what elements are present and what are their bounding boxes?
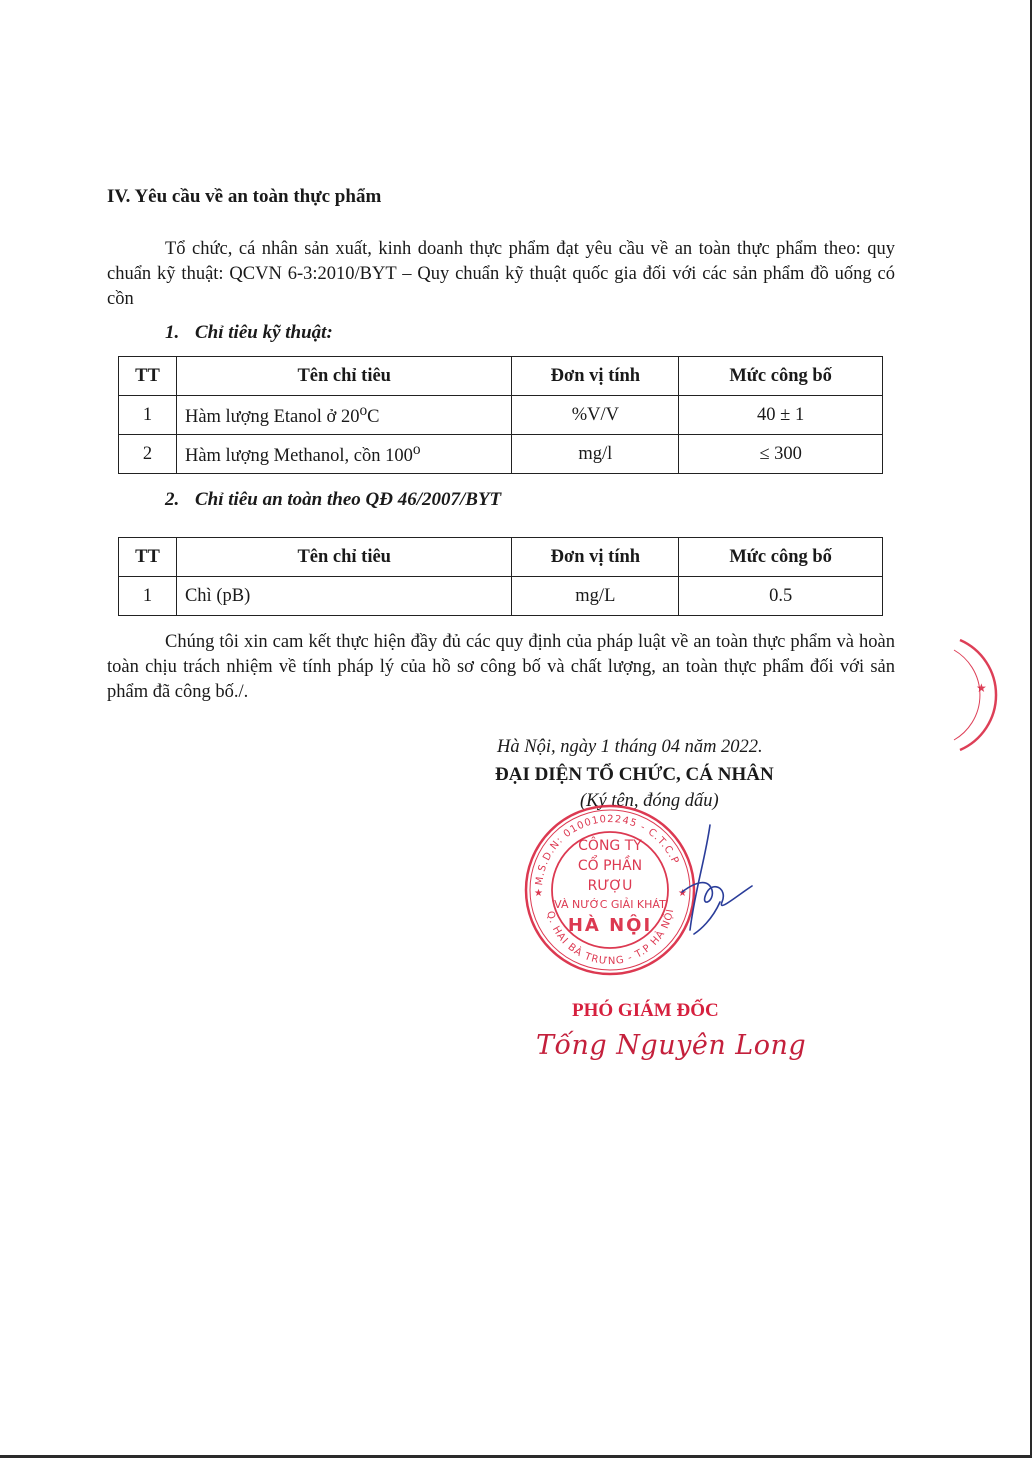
table-row bbox=[119, 577, 883, 616]
signer-role: PHÓ GIÁM ĐỐC bbox=[572, 1000, 719, 1021]
table1-title-text: Chỉ tiêu kỹ thuật: bbox=[195, 322, 333, 343]
table2-number: 2. bbox=[165, 489, 180, 510]
header-criteria-name: Tên chỉ tiêu bbox=[176, 357, 512, 396]
safety-criteria-table bbox=[118, 537, 883, 616]
cell-unit: %V/V bbox=[512, 396, 679, 435]
cell-value: 0.5 bbox=[679, 577, 883, 616]
sign-note: (Ký tên, đóng dấu) bbox=[580, 791, 719, 811]
cell-tt: 2 bbox=[119, 435, 177, 474]
table-header-row bbox=[119, 357, 883, 396]
place-date: Hà Nội, ngày 1 tháng 04 năm 2022. bbox=[497, 737, 763, 757]
svg-text:★: ★ bbox=[976, 681, 987, 695]
cell-tt: 1 bbox=[119, 577, 177, 616]
header-tt: TT bbox=[119, 357, 177, 396]
table1-title bbox=[165, 322, 333, 344]
cell-value: ≤ 300 bbox=[679, 435, 883, 474]
header-declared-level: Mức công bố bbox=[679, 357, 883, 396]
representative-title: ĐẠI DIỆN TỔ CHỨC, CÁ NHÂN bbox=[495, 764, 774, 785]
header-declared-level: Mức công bố bbox=[679, 538, 883, 577]
cell-criteria-name: Hàm lượng Methanol, cồn 100$^o$ bbox=[176, 435, 512, 474]
intro-paragraph: Tổ chức, cá nhân sản xuất, kinh doanh thực phẩm đạt yêu cầu về an toàn thực phẩm theo: quy chuẩn kỹ thuật: QCVN 6-3:2010/BYT – Quy chuẩn kỹ thuật quốc gia đối với các sản phẩm đồ uống có cồn bbox=[107, 239, 895, 309]
page-seal-stamp-edge bbox=[950, 630, 1032, 760]
table-header-row bbox=[119, 538, 883, 577]
svg-text:VÀ NƯỚC GIẢI KHÁT: VÀ NƯỚC GIẢI KHÁT bbox=[554, 898, 666, 911]
table-row bbox=[119, 396, 883, 435]
svg-text:CỔ PHẦN: CỔ PHẦN bbox=[577, 858, 643, 874]
cell-tt: 1 bbox=[119, 396, 177, 435]
header-criteria-name: Tên chỉ tiêu bbox=[176, 538, 511, 577]
header-unit: Đơn vị tính bbox=[512, 357, 679, 396]
technical-criteria-table bbox=[118, 356, 883, 474]
svg-text:RƯỢU: RƯỢU bbox=[587, 878, 633, 894]
cell-value: 40 ± 1 bbox=[679, 396, 883, 435]
header-unit: Đơn vị tính bbox=[512, 538, 679, 577]
handwritten-signature bbox=[660, 820, 770, 940]
svg-text:★: ★ bbox=[534, 888, 543, 899]
table-row bbox=[119, 435, 883, 474]
table2-title bbox=[165, 489, 501, 511]
signer-name: Tống Nguyên Long bbox=[536, 1030, 807, 1061]
svg-text:HÀ NỘI: HÀ NỘI bbox=[567, 915, 653, 936]
cell-unit: mg/L bbox=[512, 577, 679, 616]
header-tt: TT bbox=[119, 538, 177, 577]
commitment-paragraph: Chúng tôi xin cam kết thực hiện đầy đủ các quy định của pháp luật về an toàn thực phẩm và hoàn toàn chịu trách nhiệm về tính pháp lý của hồ sơ công bố và chất lượng, an toàn thực phẩm đối với sản phẩm đã công bố./. bbox=[107, 632, 895, 702]
cell-criteria-name: Hàm lượng Etanol ở 20$^o$C bbox=[176, 396, 512, 435]
svg-text:★: ★ bbox=[678, 888, 687, 899]
cell-criteria-name: Chì (pB) bbox=[176, 577, 511, 616]
svg-text:M.S.D.N: 0100102245 - C.T.C.P: M.S.D.N: 0100102245 - C.T.C.P bbox=[534, 813, 681, 887]
svg-text:CÔNG TY: CÔNG TY bbox=[578, 838, 642, 854]
section-heading: IV. Yêu cầu về an toàn thực phẩm bbox=[107, 186, 382, 207]
cell-unit: mg/l bbox=[512, 435, 679, 474]
table2-title-text: Chỉ tiêu an toàn theo QĐ 46/2007/BYT bbox=[195, 489, 502, 510]
table1-number: 1. bbox=[165, 322, 180, 343]
svg-text:Q. HAI BÀ TRƯNG - T.P HÀ NỘI: Q. HAI BÀ TRƯNG - T.P HÀ NỘI bbox=[544, 907, 677, 968]
